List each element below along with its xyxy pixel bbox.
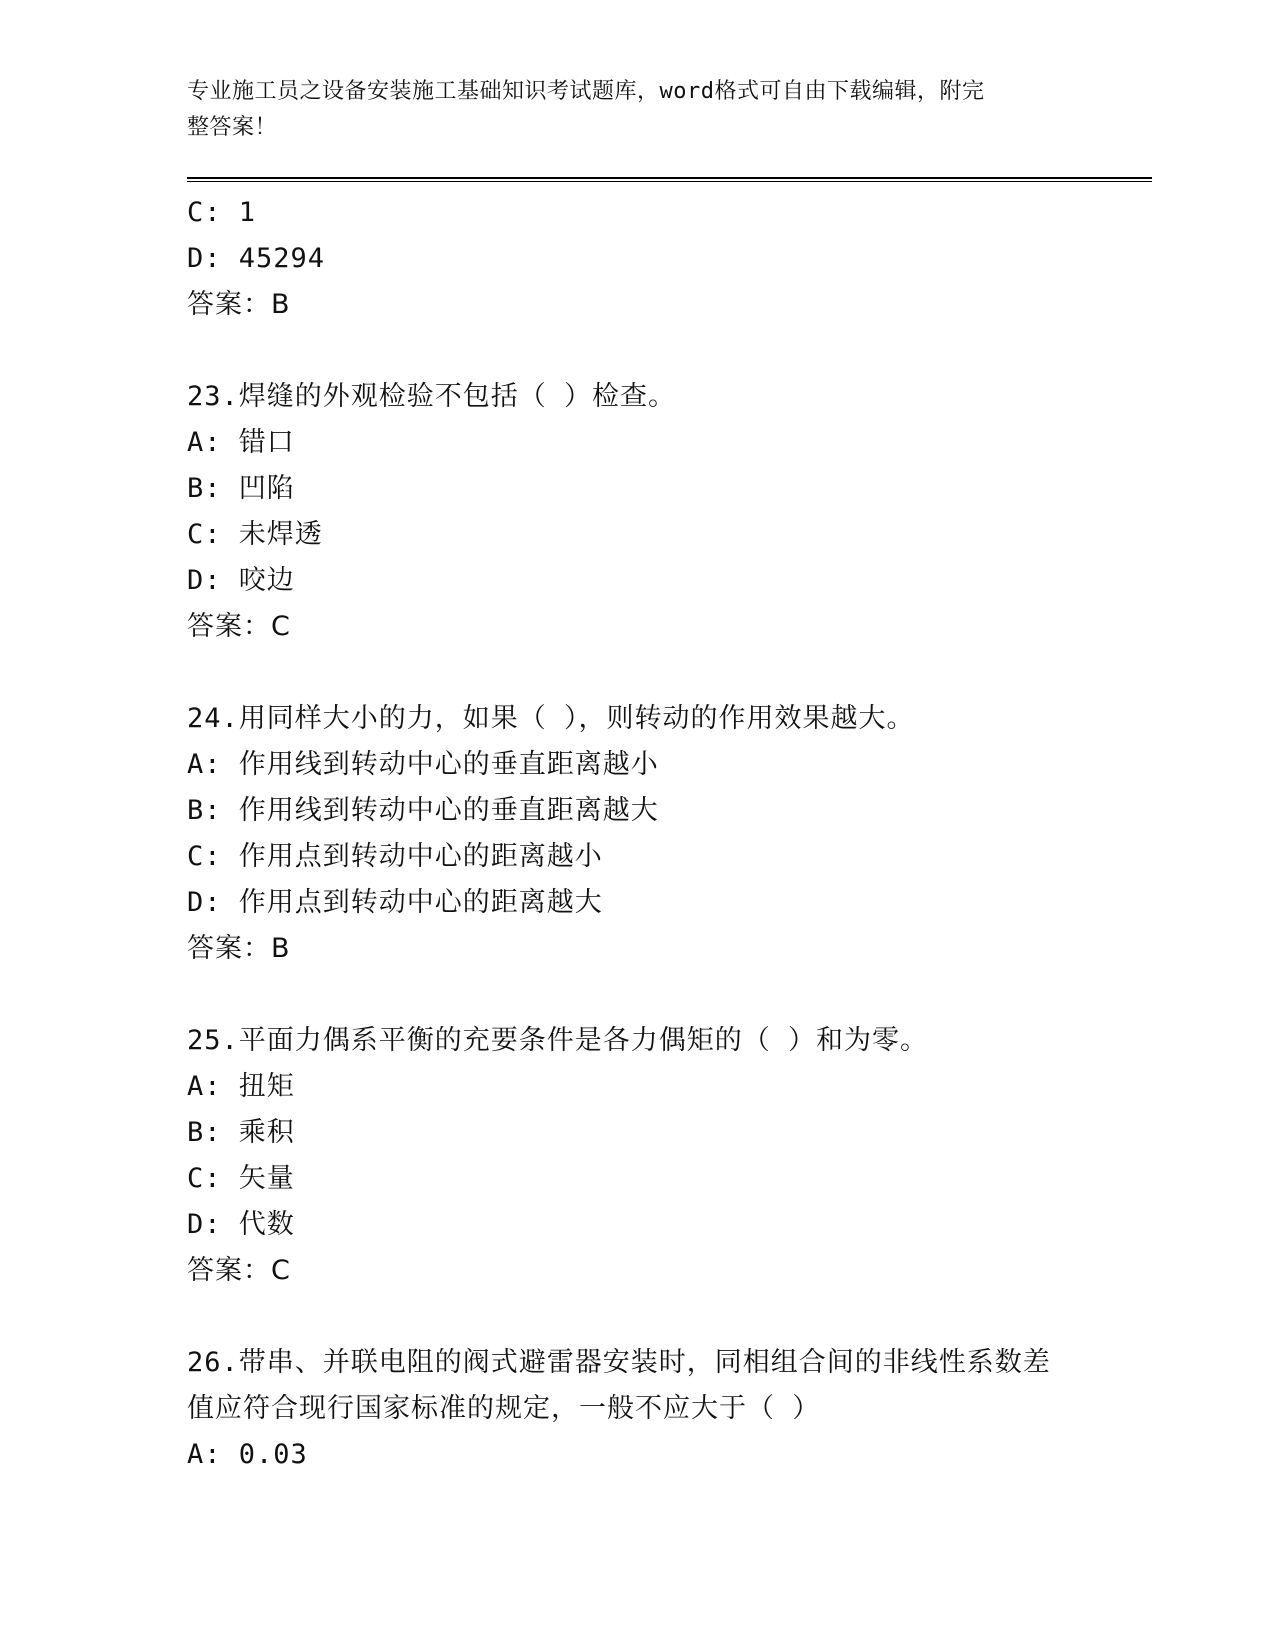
header-divider-thick bbox=[187, 177, 1152, 179]
option-b: B: 乘积 bbox=[187, 1117, 295, 1148]
option-c: C: 1 bbox=[187, 197, 257, 228]
question-list bbox=[187, 190, 1087, 1478]
option-a: A: 扭矩 bbox=[187, 1071, 295, 1102]
option-a: A: 错口 bbox=[187, 427, 295, 458]
question-stem: 23.焊缝的外观检验不包括（ ）检查。 bbox=[187, 381, 677, 412]
answer-line: 答案：B bbox=[187, 933, 291, 964]
question-stem-continued: 值应符合现行国家标准的规定，一般不应大于（ ） bbox=[187, 1393, 821, 1424]
question-stem: 25.平面力偶系平衡的充要条件是各力偶矩的（ ）和为零。 bbox=[187, 1025, 929, 1056]
question-stem: 26.带串、并联电阻的阀式避雷器安装时，同相组合间的非线性系数差 bbox=[187, 1347, 1051, 1378]
question-stem: 24.用同样大小的力，如果（ ），则转动的作用效果越大。 bbox=[187, 703, 915, 734]
header-line-1: 专业施工员之设备安装施工基础知识考试题库，word格式可自由下载编辑，附完 bbox=[187, 79, 985, 104]
option-a: A: 0.03 bbox=[187, 1439, 308, 1470]
answer-line: 答案：C bbox=[187, 611, 291, 642]
option-a: A: 作用线到转动中心的垂直距离越小 bbox=[187, 749, 659, 780]
document-header bbox=[187, 74, 1087, 146]
option-d: D: 45294 bbox=[187, 243, 326, 274]
question-block-23 bbox=[187, 374, 1087, 650]
option-c: C: 未焊透 bbox=[187, 519, 323, 550]
answer-line: 答案：B bbox=[187, 289, 291, 320]
spacer bbox=[187, 1294, 1087, 1340]
answer-line: 答案：C bbox=[187, 1255, 291, 1286]
header-divider-thin bbox=[187, 181, 1152, 182]
option-d: D: 作用点到转动中心的距离越大 bbox=[187, 887, 603, 918]
spacer bbox=[187, 650, 1087, 696]
option-b: B: 凹陷 bbox=[187, 473, 295, 504]
question-block-26 bbox=[187, 1340, 1087, 1478]
spacer bbox=[187, 972, 1087, 1018]
option-b: B: 作用线到转动中心的垂直距离越大 bbox=[187, 795, 659, 826]
option-d: D: 代数 bbox=[187, 1209, 295, 1240]
spacer bbox=[187, 328, 1087, 374]
question-block-25 bbox=[187, 1018, 1087, 1294]
question-block-prev bbox=[187, 190, 1087, 328]
question-block-24 bbox=[187, 696, 1087, 972]
option-d: D: 咬边 bbox=[187, 565, 295, 596]
option-c: C: 矢量 bbox=[187, 1163, 295, 1194]
header-line-2: 整答案！ bbox=[187, 115, 278, 140]
option-c: C: 作用点到转动中心的距离越小 bbox=[187, 841, 603, 872]
